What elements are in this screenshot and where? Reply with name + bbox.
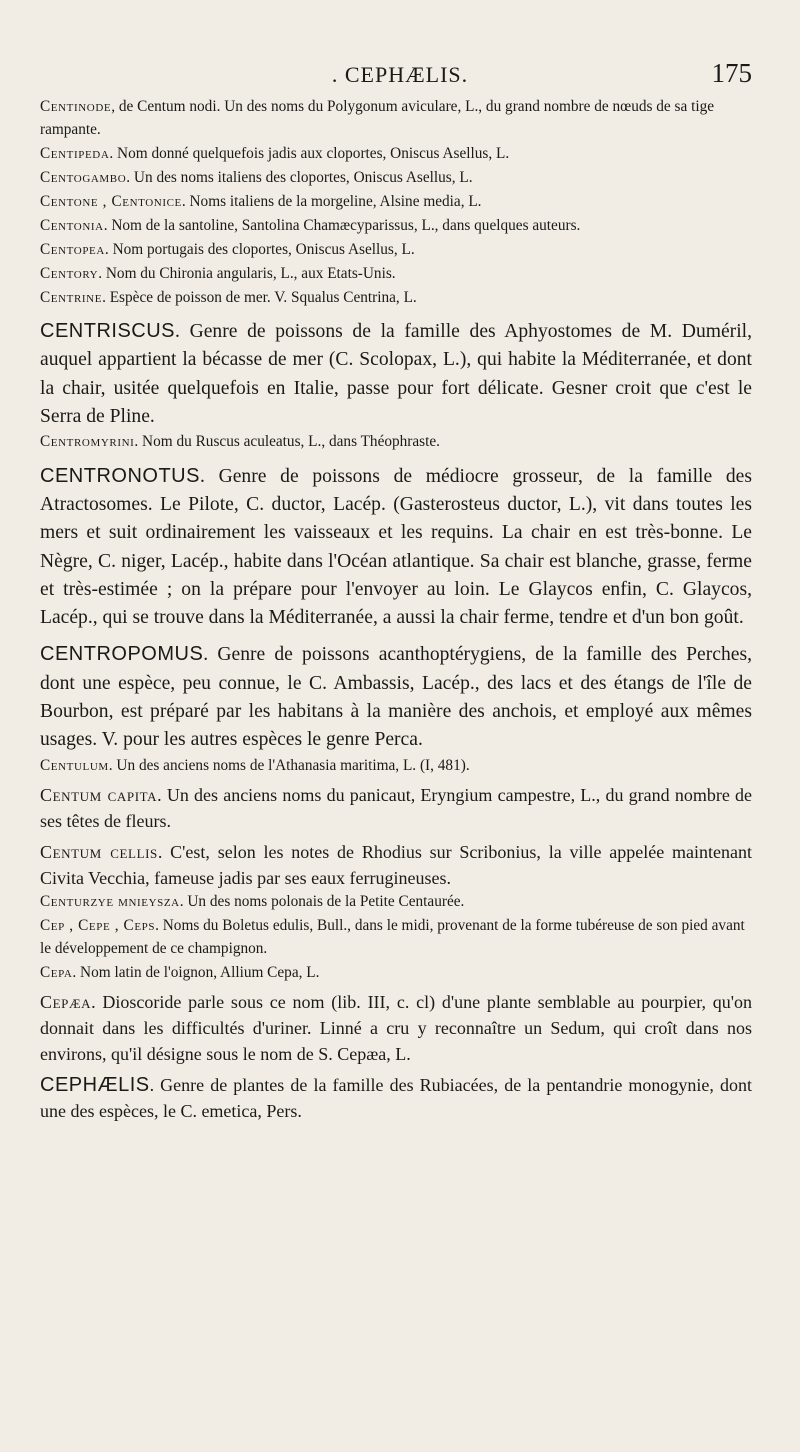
entry-centory: Centory. Nom du Chironia angularis, L., aux Etats-Unis. [40,264,396,282]
entry-centonia: Centonia. Nom de la santoline, Santolina Chamæcyparissus, L., dans quelques auteurs. [40,216,581,234]
entry-centum-cellis: Centum cellis. C'est, selon les notes de Rhodius sur Scribonius, la ville appelée maintenant Civita Vecchia, fameuse jadis par ses eaux ferrugineuses. [40,842,752,889]
entry-centipeda: Centipeda. Nom donné quelquefois jadis aux cloportes, Oniscus Asellus, L. [40,144,510,162]
dictionary-text [40,96,752,1124]
entry-centurzye: Centurzye mnieyszа. Un des noms polonais de la Petite Centaurée. [40,893,465,911]
entry-centinode: Centinode, de Centum nodi. Un des noms du Polygonum aviculare, L., du grand nombre de nœuds de sa tige rampante. [40,98,715,138]
entry-centone: Centone , Centonice. Noms italiens de la morgeline, Alsine media, L. [40,192,482,210]
entry-centulum: Centulum. Un des anciens noms de l'Athanasia maritima, L. (I, 481). [40,756,470,774]
entry-cephaelis: CEPHÆLIS. Genre de plantes de la famille des Rubiacées, de la pentandrie monogynie, dont une des espèces, le C. emetica, Pers. [40,1074,752,1122]
entry-centrine: Centrine. Espèce de poisson de mer. V. Squalus Centrina, L. [40,288,417,306]
page-number: 175 [711,58,752,88]
entry-cepa: Cepa. Nom latin de l'oignon, Allium Cepa, L. [40,963,320,981]
entry-centriscus: CENTRISCUS. Genre de poissons de la famille des Aphyostomes de M. Duméril, auquel appartient la bécasse de mer (C. Scolopax, L.), qui habite la Méditerranée, et dont la chair, usitée quelquefois en Italie, passe pour fort délicate. Gesner croit que c'est le Serra de Pline. [40,320,752,427]
entry-cep: Cep , Cepe , Ceps. Noms du Boletus edulis, Bull., dans le midi, provenant de la forme tubéreuse de son pied avant le développement de ce champignon. [40,917,745,957]
entry-cepaea: Cepæa. Dioscoride parle sous ce nom (lib. III, c. cl) d'une plante semblable au pourpier, qu'on donnait dans les difficultés d'uriner. Linné a cru y reconnaître un Sedum, qui croît dans nos environs, qu'il désigne sous le nom de S. Cepæa, L. [40,992,752,1065]
entry-centopea: Centopea. Nom portugais des cloportes, Oniscus Asellus, L. [40,240,415,258]
running-title: . CEPHÆLIS. [331,62,469,87]
entry-centromyrini: Centromyrini. Nom du Ruscus aculeatus, L., dans Théophraste. [40,433,441,451]
entry-centropomus: CENTROPOMUS. Genre de poissons acanthoptérygiens, de la famille des Perches, dont une espèce, peu connue, le C. Ambassis, Lacép., des lacs et des étangs de l'île de Bourbon, est préparé par les habitans à la manière des anchois, et employé aux mêmes usages. V. pour les autres espèces le genre Perca. [40,643,752,751]
entry-centum-capita: Centum capita. Un des anciens noms du panicaut, Eryngium campestre, L., du grand nombre de ses têtes de fleurs. [40,785,752,832]
entry-centronotus: CENTRONOTUS. Genre de poissons de médiocre grosseur, de la famille des Atractosomes. Le Pilote, C. ductor, Lacép. (Gasterosteus ductor, L.), vit dans toutes les mers et suit ordinairement les vaisseaux et les requins. La chair en est très-bonne. Le Nègre, C. niger, Lacép., habite dans l'Océan atlantique. Sa chair est blanche, grasse, ferme et très-estimée ; on la prépare pour l'envoyer au loin. Le Glaycos enfin, C. Glaycos, Lacép., qui se trouve dans la Méditerranée, a aussi la chair ferme, tendre et d'un bon goût. [40,464,752,629]
page-header [40,58,760,98]
entry-centogambo: Centogambo. Un des noms italiens des cloportes, Oniscus Asellus, L. [40,168,473,186]
